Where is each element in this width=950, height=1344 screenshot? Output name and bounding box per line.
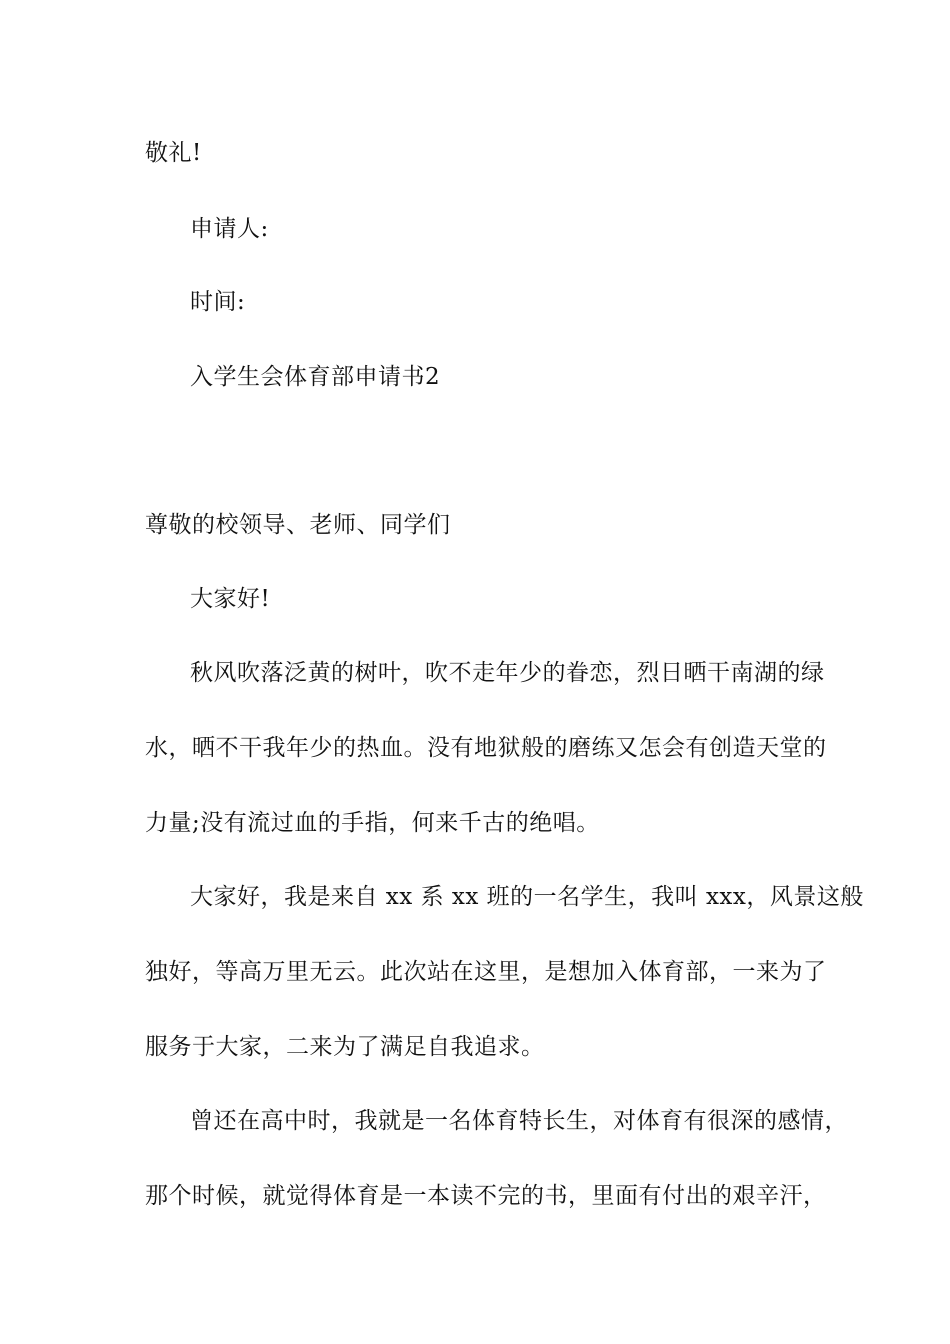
- closing-line: 敬礼!: [145, 140, 202, 166]
- paragraph1-line: 水，晒不干我年少的热血。没有地狱般的磨练又怎会有创造天堂的: [145, 735, 827, 761]
- paragraph3-line: 曾还在高中时，我就是一名体育特长生，对体育有很深的感情，: [190, 1108, 848, 1134]
- paragraph3-line: 那个时候，就觉得体育是一本读不完的书，里面有付出的艰辛汗，: [145, 1183, 827, 1209]
- paragraph2-line: 服务于大家，二来为了满足自我追求。: [145, 1034, 545, 1060]
- salutation-line: 尊敬的校领导、老师、同学们: [145, 512, 451, 538]
- applicant-label: 申请人:: [190, 216, 269, 242]
- section-title: 入学生会体育部申请书2: [190, 364, 441, 390]
- paragraph1-line: 秋风吹落泛黄的树叶，吹不走年少的眷恋，烈日晒干南湖的绿: [190, 660, 825, 686]
- greeting-line: 大家好!: [190, 586, 271, 612]
- time-label: 时间:: [190, 289, 246, 315]
- paragraph2-line: 独好，等高万里无云。此次站在这里，是想加入体育部，一来为了: [145, 959, 827, 985]
- paragraph2-line: 大家好，我是来自 xx 系 xx 班的一名学生，我叫 xxx，风景这般: [190, 884, 864, 910]
- paragraph1-line: 力量;没有流过血的手指，何来千古的绝唱。: [145, 810, 600, 836]
